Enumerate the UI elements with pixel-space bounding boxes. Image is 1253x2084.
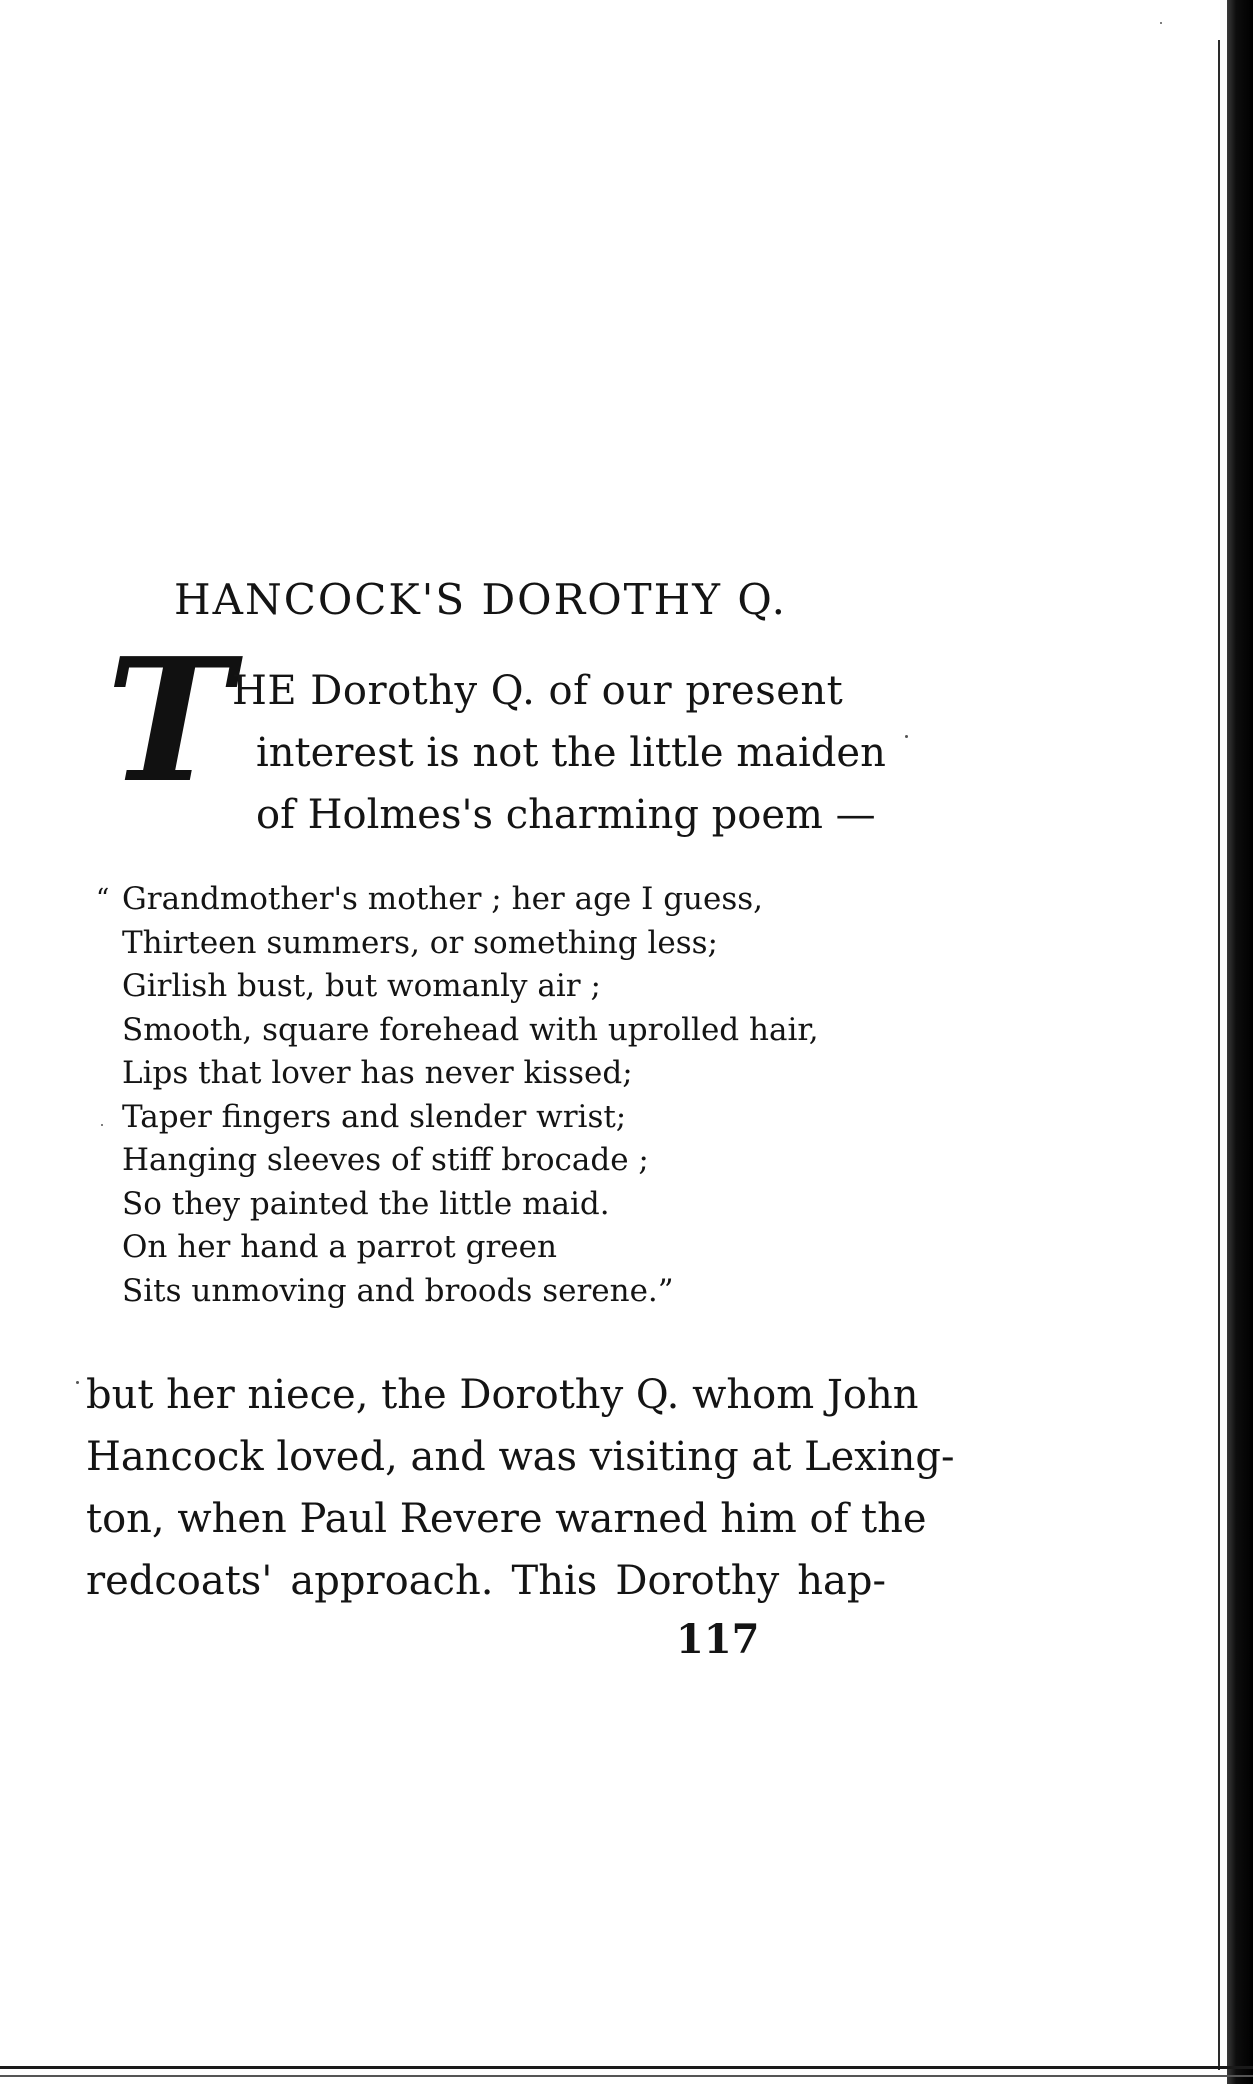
opening-line-3: of Holmes's charming poem — — [256, 792, 876, 838]
verse-open-quote: “ — [96, 884, 110, 914]
page-number: 117 — [676, 1616, 760, 1663]
verse-line: Hanging sleeves of stiff brocade ; — [122, 1142, 649, 1178]
verse-line: On her hand a parrot green — [122, 1229, 557, 1265]
page-bottom-edge-secondary — [0, 2075, 1253, 2077]
page-edge-line — [1218, 40, 1220, 2070]
body-line: Hancock loved, and was visiting at Lexing- — [86, 1434, 955, 1480]
verse-line: Sits unmoving and broods serene.” — [122, 1272, 674, 1309]
body-paragraph — [86, 1364, 955, 1612]
drop-cap — [98, 642, 248, 802]
scan-speck — [1160, 22, 1162, 24]
page-bottom-edge — [0, 2066, 1253, 2069]
verse-line: Grandmother's mother ; her age I guess, — [122, 881, 764, 917]
verse-line: Thirteen summers, or something less; — [122, 924, 718, 961]
verse-line: Lips that lover has never kissed; — [122, 1055, 633, 1091]
opening-line-1: HE Dorothy Q. of our present — [232, 668, 844, 714]
verse-line: So they painted the little maid. — [122, 1185, 610, 1222]
chapter-heading: HANCOCK'S DOROTHY Q. — [174, 575, 788, 624]
page-binding-edge — [1227, 0, 1253, 2084]
verse-line: Taper fingers and slender wrist; — [122, 1098, 627, 1135]
drop-cap-letter: T — [106, 642, 233, 802]
body-line: but her niece, the Dorothy Q. whom John — [86, 1372, 919, 1418]
scan-speck — [101, 1124, 103, 1126]
verse-block — [122, 878, 819, 1313]
scan-speck — [905, 735, 908, 738]
body-line: ton, when Paul Revere warned him of the — [86, 1496, 927, 1542]
scan-speck — [76, 1381, 79, 1384]
verse-line: Smooth, square forehead with uprolled hair, — [122, 1011, 819, 1048]
body-line: redcoats' approach. This Dorothy hap- — [86, 1558, 886, 1604]
verse-line: Girlish bust, but womanly air ; — [122, 968, 601, 1004]
opening-line-2: interest is not the little maiden — [256, 730, 886, 776]
